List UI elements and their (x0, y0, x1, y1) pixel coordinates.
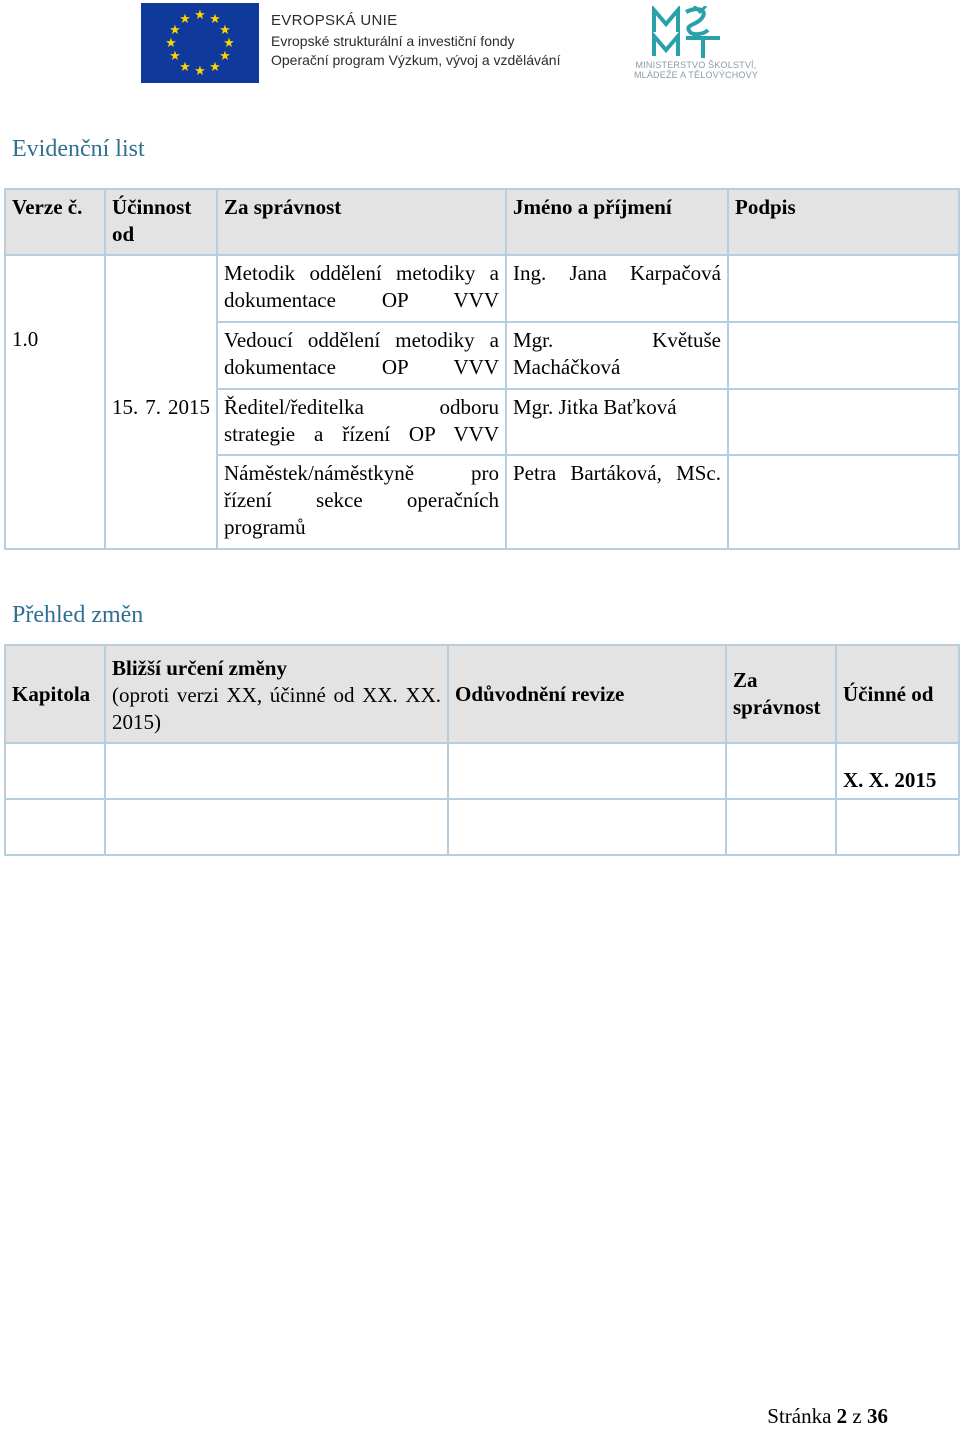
column-header-effective: Účinné od (836, 645, 959, 743)
signature-cell[interactable] (728, 389, 959, 455)
column-header-responsible: Za správnost (217, 189, 506, 255)
column-header-reason: Odůvodnění revize (448, 645, 726, 743)
name-cell: Petra Bartáková, MSc. (506, 455, 728, 549)
eu-logo (141, 3, 581, 83)
detail-cell[interactable] (105, 799, 448, 855)
page-footer (767, 1404, 888, 1429)
version-cell: 1.0 (5, 255, 105, 549)
page-total: 36 (867, 1404, 888, 1428)
table-row (5, 255, 959, 322)
eu-flag-icon: ★ ★ ★ ★ ★ ★ ★ ★ ★ ★ ★ ★ (141, 3, 259, 83)
detail-cell[interactable] (105, 743, 448, 799)
chapter-cell[interactable] (5, 743, 105, 799)
signature-cell[interactable] (728, 455, 959, 549)
name-cell: Mgr. Jitka Baťková (506, 389, 728, 455)
msmt-logo (612, 6, 772, 82)
table-row (5, 743, 959, 799)
msmt-logo-line1: MINISTERSTVO ŠKOLSTVÍ, (635, 60, 757, 70)
evidence-table (4, 188, 960, 550)
responsible-cell[interactable] (726, 799, 836, 855)
column-header-version: Verze č. (5, 189, 105, 255)
column-header-signature: Podpis (728, 189, 959, 255)
msmt-logo-line2: MLÁDEŽE A TĚLOVÝCHOVY (633, 70, 759, 80)
column-header-detail (105, 645, 448, 743)
changes-header-row (5, 645, 959, 743)
evidence-header-row (5, 189, 959, 255)
name-cell: Ing. Jana Karpačová (506, 255, 728, 322)
eu-logo-line1: EVROPSKÁ UNIE (271, 12, 398, 29)
column-header-responsible: Za správnost (726, 645, 836, 743)
signature-cell[interactable] (728, 322, 959, 389)
eu-logo-line3: Operační program Výzkum, vývoj a vzdělávání (271, 52, 561, 68)
msmt-emblem-icon (650, 6, 734, 58)
table-row (5, 799, 959, 855)
page-current: 2 (836, 1404, 848, 1428)
name-cell: Mgr. Květuše Macháčková (506, 322, 728, 389)
role-cell: Metodik oddělení metodiky a dokumentace OP VVV (217, 255, 506, 322)
effective-date-cell: 15. 7. 2015 (105, 255, 217, 549)
column-header-name: Jméno a příjmení (506, 189, 728, 255)
role-cell: Ředitel/ředitelka odboru strategie a řízení OP VVV (217, 389, 506, 455)
column-header-effective: Účinnost od (105, 189, 217, 255)
changes-heading: Přehled změn (12, 602, 144, 628)
chapter-cell[interactable] (5, 799, 105, 855)
detail-header-line2: (oproti verzi XX, účinné od XX. XX. 2015) (112, 682, 441, 734)
eu-logo-line2: Evropské strukturální a investiční fondy (271, 33, 515, 49)
effective-cell[interactable]: X. X. 2015 (836, 743, 959, 799)
evidence-heading: Evidenční list (12, 136, 145, 162)
page-of-label: z (852, 1404, 862, 1428)
role-cell: Náměstek/náměstkyně pro řízení sekce operačních programů (217, 455, 506, 549)
signature-cell[interactable] (728, 255, 959, 322)
responsible-cell[interactable] (726, 743, 836, 799)
column-header-chapter: Kapitola (5, 645, 105, 743)
changes-table (4, 644, 960, 856)
reason-cell[interactable] (448, 799, 726, 855)
reason-cell[interactable] (448, 743, 726, 799)
effective-cell[interactable] (836, 799, 959, 855)
role-cell: Vedoucí oddělení metodiky a dokumentace OP VVV (217, 322, 506, 389)
detail-header-line1: Bližší určení změny (112, 655, 287, 680)
page-label: Stránka (767, 1404, 832, 1428)
